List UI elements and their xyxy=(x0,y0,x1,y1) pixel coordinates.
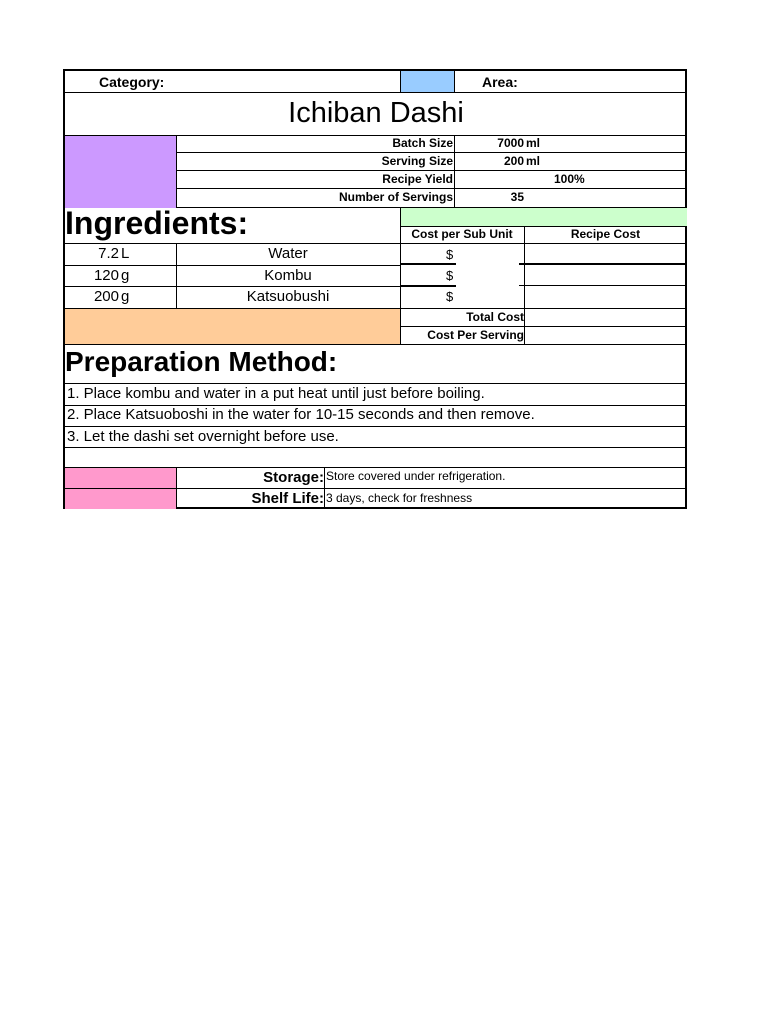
shelf-life-value: 3 days, check for freshness xyxy=(326,491,473,505)
method-step: 1. Place kombu and water in a put heat until just before boiling. xyxy=(67,385,485,402)
batch-size-unit: ml xyxy=(526,136,541,150)
recipe-title: Ichiban Dashi xyxy=(288,97,464,129)
servings-value: 35 xyxy=(510,190,524,204)
ingredient-qty: 7.2 xyxy=(98,245,119,262)
recipe-cost-header: Recipe Cost xyxy=(570,227,641,241)
ingredient-qty: 120 xyxy=(93,267,119,284)
ingredient-name: Katsuobushi xyxy=(246,288,330,305)
batch-size-value: 7000 xyxy=(497,136,524,150)
storage-label: Storage: xyxy=(263,469,324,486)
method-step: 2. Place Katsuoboshi in the water for 10-15 seconds and then remove. xyxy=(67,406,535,423)
currency-symbol: $ xyxy=(446,247,454,262)
cost-header-color-cell xyxy=(400,208,687,226)
area-label: Area: xyxy=(482,74,518,90)
ingredient-row xyxy=(65,286,400,308)
serving-size-label: Serving Size xyxy=(381,154,453,168)
shelf-life-label: Shelf Life: xyxy=(251,490,324,507)
cost-summary-color-cell xyxy=(65,308,400,344)
preparation-heading: Preparation Method: xyxy=(65,346,338,377)
method-step: 3. Let the dashi set overnight before use. xyxy=(67,428,339,445)
serving-size-unit: ml xyxy=(526,154,541,168)
batch-size-label: Batch Size xyxy=(392,136,453,150)
ingredient-name: Water xyxy=(268,245,308,262)
ingredients-heading: Ingredients: xyxy=(65,205,249,241)
ingredient-name: Kombu xyxy=(264,267,312,284)
ingredient-unit: g xyxy=(121,288,130,305)
servings-label: Number of Servings xyxy=(338,190,453,204)
recipe-card xyxy=(63,69,687,509)
serving-size-value: 200 xyxy=(503,154,524,168)
ingredient-unit: g xyxy=(121,267,130,284)
category-label: Category: xyxy=(99,74,165,90)
cost-per-sub-unit-header: Cost per Sub Unit xyxy=(411,227,513,241)
storage-value: Store covered under refrigeration. xyxy=(326,469,506,483)
ingredient-row xyxy=(65,243,400,265)
area-color-cell xyxy=(400,71,454,92)
ingredient-unit: L xyxy=(121,245,130,262)
currency-symbol: $ xyxy=(446,268,454,283)
currency-symbol: $ xyxy=(446,289,454,304)
ingredient-row xyxy=(65,265,400,286)
batch-color-cell xyxy=(65,135,176,208)
recipe-yield-label: Recipe Yield xyxy=(382,172,453,186)
ingredient-qty: 200 xyxy=(93,288,119,305)
cost-per-serving-label: Cost Per Serving xyxy=(427,328,524,342)
total-cost-label: Total Cost xyxy=(466,310,524,324)
recipe-yield-value: 100% xyxy=(554,172,585,186)
